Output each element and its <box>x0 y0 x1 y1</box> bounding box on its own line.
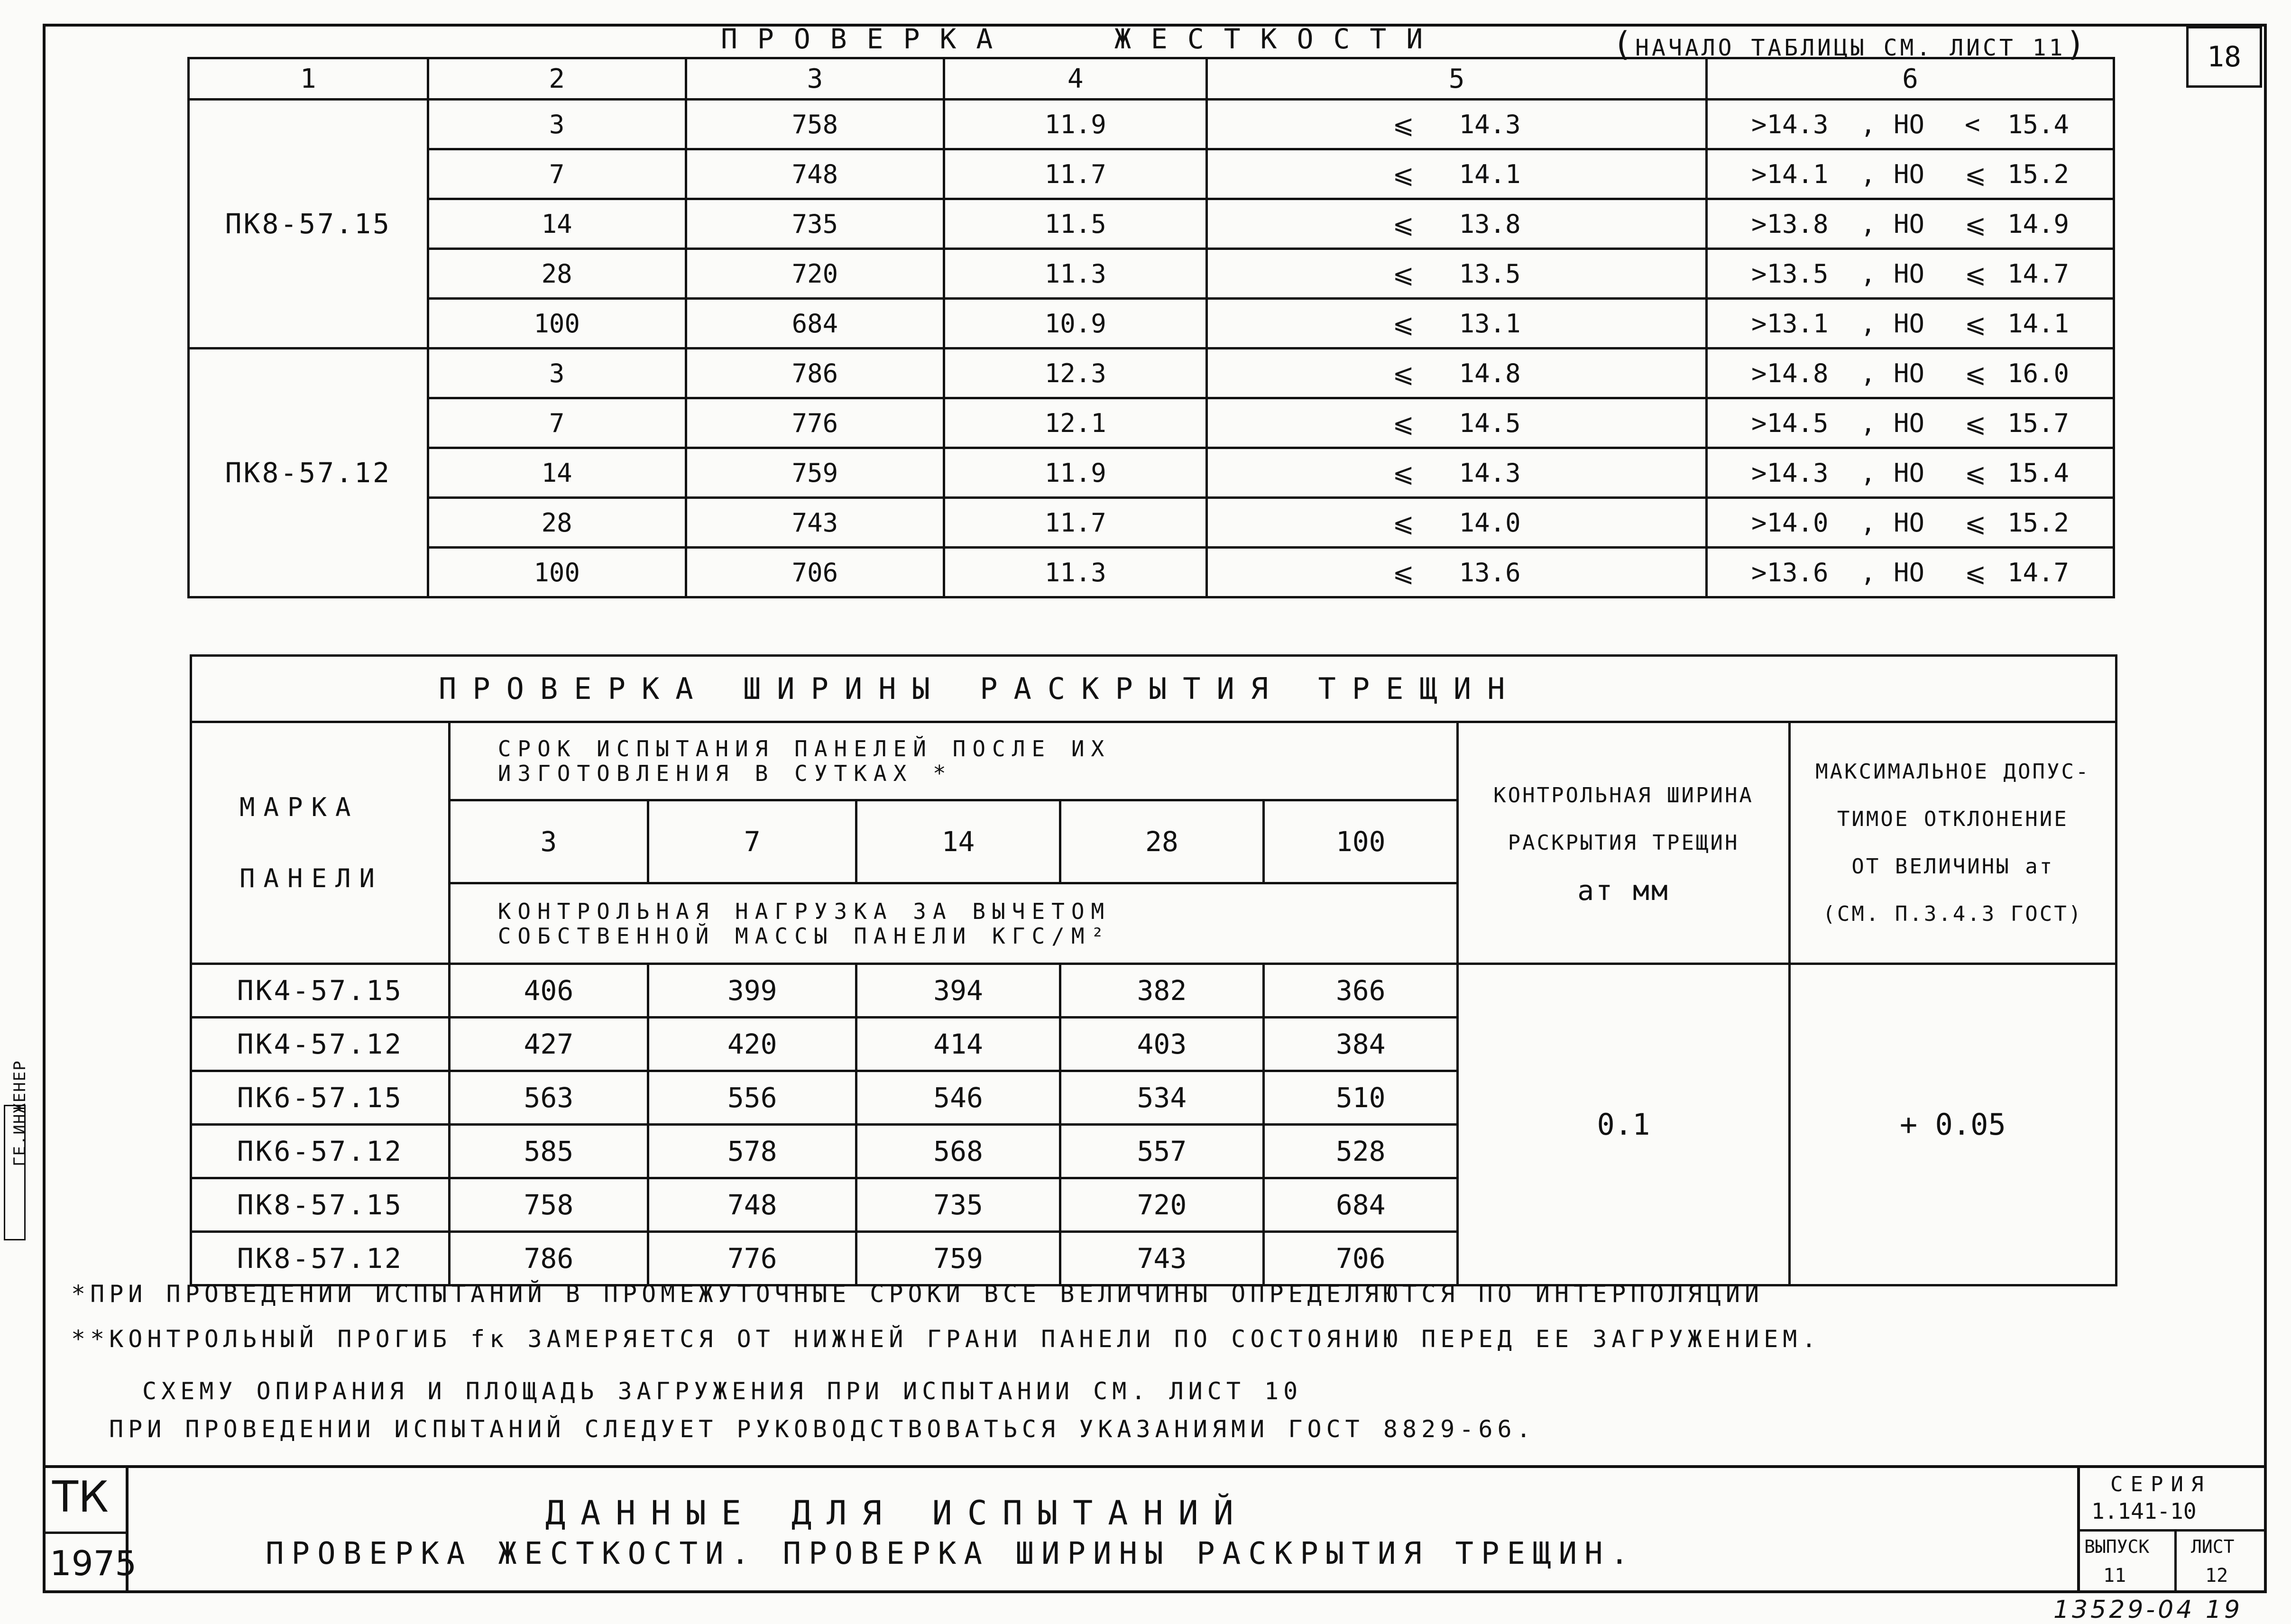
table-cell: 11.5 <box>944 199 1207 249</box>
period-header <box>449 722 1458 800</box>
load-header <box>449 883 1458 964</box>
col-header: 6 <box>1706 58 2114 100</box>
le-symbol: ⩽ <box>1392 458 1414 488</box>
range-le-symbol: < <box>1964 109 1980 139</box>
load-value: 776 <box>648 1232 856 1285</box>
document-title-line2: ПРОВЕРКА ЖЕСТКОСТИ. ПРОВЕРКА ШИРИНЫ РАСКРЫТИЯ ТРЕЩИН. <box>266 1536 1637 1571</box>
load-value: 720 <box>1060 1178 1263 1232</box>
table-header-row <box>189 58 2114 100</box>
max-deviation-value: + 0.05 <box>1789 964 2116 1285</box>
table1-continuation-note: (НАЧАЛО ТАБЛИЦЫ СМ. ЛИСТ 11) <box>1612 25 2089 64</box>
range-upper: 14.7 <box>2007 258 2070 289</box>
range-le-symbol: ⩽ <box>1964 258 1987 289</box>
load-value: 399 <box>648 964 856 1018</box>
col-header: 1 <box>189 58 428 100</box>
table-cell: 11.9 <box>944 448 1207 498</box>
range-le-symbol: ⩽ <box>1964 507 1987 538</box>
load-value: 366 <box>1264 964 1458 1018</box>
panel-mark: ПК8-57.12 <box>191 1232 450 1285</box>
note-2: **КОНТРОЛЬНЫЙ ПРОГИБ fк ЗАМЕРЯЕТСЯ ОТ НИЖНЕЙ ГРАНИ ПАНЕЛИ ПО СОСТОЯНИЮ ПЕРЕД ЕЕ ЗАГРУЖЕНИЕМ. <box>71 1325 1821 1353</box>
limit-cell <box>1207 398 1707 448</box>
load-value: 748 <box>648 1178 856 1232</box>
table-cell: 3 <box>428 100 686 149</box>
range-upper: 14.9 <box>2007 209 2070 239</box>
tk-label: ТК <box>52 1472 109 1522</box>
limit-value: 14.3 <box>1459 109 1521 139</box>
limit-cell <box>1207 498 1707 548</box>
load-value: 786 <box>449 1232 648 1285</box>
range-cell <box>1706 498 2114 548</box>
range-comma: , <box>1860 258 1876 289</box>
table-cell: 11.7 <box>944 149 1207 199</box>
range-le-symbol: ⩽ <box>1964 557 1987 587</box>
range-comma: , <box>1860 408 1876 438</box>
max-deviation-header-line1: МАКСИМАЛЬНОЕ ДОПУС- <box>1815 759 2090 784</box>
load-value: 556 <box>648 1071 856 1125</box>
table-cell: 100 <box>428 299 686 349</box>
period-header-line2: ИЗГОТОВЛЕНИЯ В СУТКАХ * <box>497 761 953 786</box>
limit-cell <box>1207 199 1707 249</box>
table-row <box>189 349 2114 398</box>
period-header-line1: СРОК ИСПЫТАНИЯ ПАНЕЛЕЙ ПОСЛЕ ИХ <box>497 736 1111 762</box>
range-upper: 14.1 <box>2007 308 2070 339</box>
document-title-line1: ДАННЫЕ ДЛЯ ИСПЫТАНИЙ <box>545 1494 1249 1532</box>
le-symbol: ⩽ <box>1392 507 1414 538</box>
tk-divider <box>45 1532 126 1534</box>
load-value: 735 <box>856 1178 1060 1232</box>
control-width-header-line2: РАСКРЫТИЯ ТРЕЩИН <box>1508 830 1739 855</box>
table-row <box>189 299 2114 349</box>
table-row <box>189 448 2114 498</box>
control-width-header <box>1458 722 1789 964</box>
table-row <box>189 149 2114 199</box>
range-conjunction: НО <box>1893 159 1924 189</box>
day-header: 100 <box>1264 800 1458 883</box>
table-cell: 12.3 <box>944 349 1207 398</box>
range-upper: 15.4 <box>2007 458 2070 488</box>
crack-width-table <box>190 654 2117 1286</box>
day-header: 7 <box>648 800 856 883</box>
table-cell: 748 <box>686 149 944 199</box>
mark-header-line1: МАРКА <box>239 792 359 822</box>
range-conjunction: НО <box>1893 109 1924 139</box>
day-header: 14 <box>856 800 1060 883</box>
table-cell: 684 <box>686 299 944 349</box>
load-value: 427 <box>449 1018 648 1071</box>
limit-value: 14.8 <box>1459 358 1521 388</box>
le-symbol: ⩽ <box>1392 109 1414 139</box>
range-lower: >14.1 <box>1751 159 1829 189</box>
range-conjunction: НО <box>1893 358 1924 388</box>
load-header-line1: КОНТРОЛЬНАЯ НАГРУЗКА ЗА ВЫЧЕТОМ <box>497 898 1111 924</box>
range-lower: >13.5 <box>1751 258 1829 289</box>
range-cell <box>1706 448 2114 498</box>
issue-sheet-divider <box>2174 1529 2177 1593</box>
table2-title: ПРОВЕРКА ШИРИНЫ РАСКРЫТИЯ ТРЕЩИН <box>191 656 2116 722</box>
table-cell: 11.9 <box>944 100 1207 149</box>
range-cell <box>1706 100 2114 149</box>
range-upper: 16.0 <box>2007 358 2070 388</box>
tk-year: 1975 <box>50 1543 137 1583</box>
panel-mark: ПК4-57.15 <box>191 964 450 1018</box>
load-value: 684 <box>1264 1178 1458 1232</box>
le-symbol: ⩽ <box>1392 258 1414 289</box>
range-cell <box>1706 349 2114 398</box>
load-value: 384 <box>1264 1018 1458 1071</box>
range-conjunction: НО <box>1893 408 1924 438</box>
le-symbol: ⩽ <box>1392 557 1414 587</box>
max-deviation-header-line2: ТИМОЕ ОТКЛОНЕНИЕ <box>1837 807 2069 831</box>
load-value: 510 <box>1264 1071 1458 1125</box>
table-cell: 11.3 <box>944 548 1207 597</box>
range-cell <box>1706 398 2114 448</box>
range-le-symbol: ⩽ <box>1964 358 1987 388</box>
range-cell <box>1706 249 2114 299</box>
limit-value: 14.5 <box>1459 408 1521 438</box>
table-cell: 28 <box>428 249 686 299</box>
range-lower: >14.3 <box>1751 458 1829 488</box>
table-cell: 3 <box>428 349 686 398</box>
table-cell: 776 <box>686 398 944 448</box>
table-row <box>189 100 2114 149</box>
load-value: 743 <box>1060 1232 1263 1285</box>
load-value: 420 <box>648 1018 856 1071</box>
max-deviation-header <box>1789 722 2116 964</box>
range-le-symbol: ⩽ <box>1964 458 1987 488</box>
range-upper: 15.7 <box>2007 408 2070 438</box>
sheet-label: ЛИСТ <box>2191 1536 2235 1557</box>
table-cell: 14 <box>428 448 686 498</box>
load-value: 534 <box>1060 1071 1263 1125</box>
load-value: 557 <box>1060 1125 1263 1178</box>
table-row <box>189 199 2114 249</box>
table-row <box>191 964 2116 1018</box>
limit-value: 13.8 <box>1459 209 1521 239</box>
limit-cell <box>1207 349 1707 398</box>
limit-value: 13.6 <box>1459 557 1521 587</box>
limit-value: 13.1 <box>1459 308 1521 339</box>
range-cell <box>1706 548 2114 597</box>
table-cell: 759 <box>686 448 944 498</box>
range-lower: >13.8 <box>1751 209 1829 239</box>
sheet-value: 12 <box>2205 1565 2228 1587</box>
table-cell: 10.9 <box>944 299 1207 349</box>
range-le-symbol: ⩽ <box>1964 209 1987 239</box>
control-width-value: 0.1 <box>1458 964 1789 1285</box>
panel-mark: ПК4-57.12 <box>191 1018 450 1071</box>
col-header: 2 <box>428 58 686 100</box>
side-stamp: ГЕ.ИНЖЕНЕР <box>10 1060 29 1166</box>
note-1: *ПРИ ПРОВЕДЕНИИ ИСПЫТАНИЙ В ПРОМЕЖУТОЧНЫЕ СРОКИ ВСЕ ВЕЛИЧИНЫ ОПРЕДЕЛЯЮТСЯ ПО ИНТЕРПОЛЯЦИИ <box>71 1280 1764 1308</box>
range-upper: 15.2 <box>2007 159 2070 189</box>
range-le-symbol: ⩽ <box>1964 159 1987 189</box>
table-row <box>189 548 2114 597</box>
load-value: 568 <box>856 1125 1060 1178</box>
load-value: 758 <box>449 1178 648 1232</box>
limit-cell <box>1207 448 1707 498</box>
range-conjunction: НО <box>1893 308 1924 339</box>
table-cell: 720 <box>686 249 944 299</box>
range-upper: 15.4 <box>2007 109 2070 139</box>
range-lower: >13.6 <box>1751 557 1829 587</box>
day-header: 3 <box>449 800 648 883</box>
range-cell <box>1706 299 2114 349</box>
load-value: 578 <box>648 1125 856 1178</box>
limit-value: 14.0 <box>1459 507 1521 538</box>
load-value: 394 <box>856 964 1060 1018</box>
table-cell: 100 <box>428 548 686 597</box>
table-row <box>189 398 2114 448</box>
sheet-number: 18 <box>2186 26 2262 88</box>
table-cell: 11.3 <box>944 249 1207 299</box>
range-conjunction: НО <box>1893 507 1924 538</box>
limit-value: 14.1 <box>1459 159 1521 189</box>
panel-mark: ПК6-57.15 <box>191 1071 450 1125</box>
le-symbol: ⩽ <box>1392 159 1414 189</box>
table-cell: 14 <box>428 199 686 249</box>
limit-cell <box>1207 249 1707 299</box>
table-cell: 743 <box>686 498 944 548</box>
panel-mark: ПК8-57.15 <box>191 1178 450 1232</box>
range-comma: , <box>1860 209 1876 239</box>
table-cell: 11.7 <box>944 498 1207 548</box>
range-conjunction: НО <box>1893 557 1924 587</box>
range-comma: , <box>1860 159 1876 189</box>
range-lower: >14.8 <box>1751 358 1829 388</box>
range-upper: 15.2 <box>2007 507 2070 538</box>
limit-value: 14.3 <box>1459 458 1521 488</box>
range-cell <box>1706 149 2114 199</box>
load-value: 403 <box>1060 1018 1263 1071</box>
range-comma: , <box>1860 557 1876 587</box>
range-cell <box>1706 199 2114 249</box>
range-lower: >14.5 <box>1751 408 1829 438</box>
load-value: 585 <box>449 1125 648 1178</box>
table-row <box>189 498 2114 548</box>
le-symbol: ⩽ <box>1392 308 1414 339</box>
issue-value: 11 <box>2103 1565 2126 1587</box>
le-symbol: ⩽ <box>1392 358 1414 388</box>
archive-stamp: 13529-04 19 <box>2053 1596 2243 1624</box>
control-width-header-line1: КОНТРОЛЬНАЯ ШИРИНА <box>1493 783 1754 807</box>
load-value: 406 <box>449 964 648 1018</box>
col-header: 5 <box>1207 58 1707 100</box>
title-block-divider <box>43 1465 2267 1468</box>
series-value: 1.141-10 <box>2091 1498 2197 1524</box>
table1-title-part1: ПРОВЕРКА <box>721 23 1013 55</box>
range-comma: , <box>1860 507 1876 538</box>
range-conjunction: НО <box>1893 458 1924 488</box>
range-conjunction: НО <box>1893 258 1924 289</box>
limit-cell <box>1207 548 1707 597</box>
limit-cell <box>1207 100 1707 149</box>
panel-mark: ПК8-57.12 <box>189 349 428 597</box>
load-value: 546 <box>856 1071 1060 1125</box>
table-cell: 7 <box>428 398 686 448</box>
table-cell: 28 <box>428 498 686 548</box>
max-deviation-header-line3: ОТ ВЕЛИЧИНЫ aт <box>1851 854 2054 879</box>
limit-value: 13.5 <box>1459 258 1521 289</box>
load-value: 759 <box>856 1232 1060 1285</box>
series-label: СЕРИЯ <box>2110 1472 2211 1496</box>
range-lower: >13.1 <box>1751 308 1829 339</box>
table-cell: 706 <box>686 548 944 597</box>
load-value: 382 <box>1060 964 1263 1018</box>
mark-header-line2: ПАНЕЛИ <box>239 863 384 893</box>
table-cell: 12.1 <box>944 398 1207 448</box>
control-width-header-line3: aт мм <box>1577 874 1670 907</box>
load-header-line2: СОБСТВЕННОЙ МАССЫ ПАНЕЛИ КГС/М² <box>497 923 1111 949</box>
load-value: 528 <box>1264 1125 1458 1178</box>
load-value: 563 <box>449 1071 648 1125</box>
limit-cell <box>1207 299 1707 349</box>
range-lower: >14.0 <box>1751 507 1829 538</box>
stiffness-table <box>187 57 2115 598</box>
range-upper: 14.7 <box>2007 557 2070 587</box>
panel-mark: ПК6-57.12 <box>191 1125 450 1178</box>
note-3: СХЕМУ ОПИРАНИЯ И ПЛОЩАДЬ ЗАГРУЖЕНИЯ ПРИ ИСПЫТАНИИ СМ. ЛИСТ 10 <box>142 1377 1303 1405</box>
table1-title-part2: ЖЕСТКОСТИ <box>1114 23 1443 55</box>
table-cell: 786 <box>686 349 944 398</box>
note-4: ПРИ ПРОВЕДЕНИИ ИСПЫТАНИЙ СЛЕДУЕТ РУКОВОДСТВОВАТЬСЯ УКАЗАНИЯМИ ГОСТ 8829-66. <box>109 1415 1536 1443</box>
day-header: 28 <box>1060 800 1263 883</box>
range-comma: , <box>1860 308 1876 339</box>
range-le-symbol: ⩽ <box>1964 408 1987 438</box>
range-le-symbol: ⩽ <box>1964 308 1987 339</box>
range-lower: >14.3 <box>1751 109 1829 139</box>
issue-label: ВЫПУСК <box>2084 1536 2150 1557</box>
le-symbol: ⩽ <box>1392 408 1414 438</box>
load-value: 706 <box>1264 1232 1458 1285</box>
range-comma: , <box>1860 109 1876 139</box>
col-header: 4 <box>944 58 1207 100</box>
series-divider <box>2077 1529 2267 1532</box>
range-comma: , <box>1860 358 1876 388</box>
table-row <box>189 249 2114 299</box>
table-cell: 758 <box>686 100 944 149</box>
limit-cell <box>1207 149 1707 199</box>
table-cell: 735 <box>686 199 944 249</box>
le-symbol: ⩽ <box>1392 209 1414 239</box>
range-conjunction: НО <box>1893 209 1924 239</box>
panel-mark: ПК8-57.15 <box>189 100 428 349</box>
load-value: 414 <box>856 1018 1060 1071</box>
max-deviation-header-line4: (СМ. П.3.4.3 ГОСТ) <box>1822 901 2083 926</box>
mark-header <box>191 722 450 964</box>
range-comma: , <box>1860 458 1876 488</box>
table-cell: 7 <box>428 149 686 199</box>
col-header: 3 <box>686 58 944 100</box>
